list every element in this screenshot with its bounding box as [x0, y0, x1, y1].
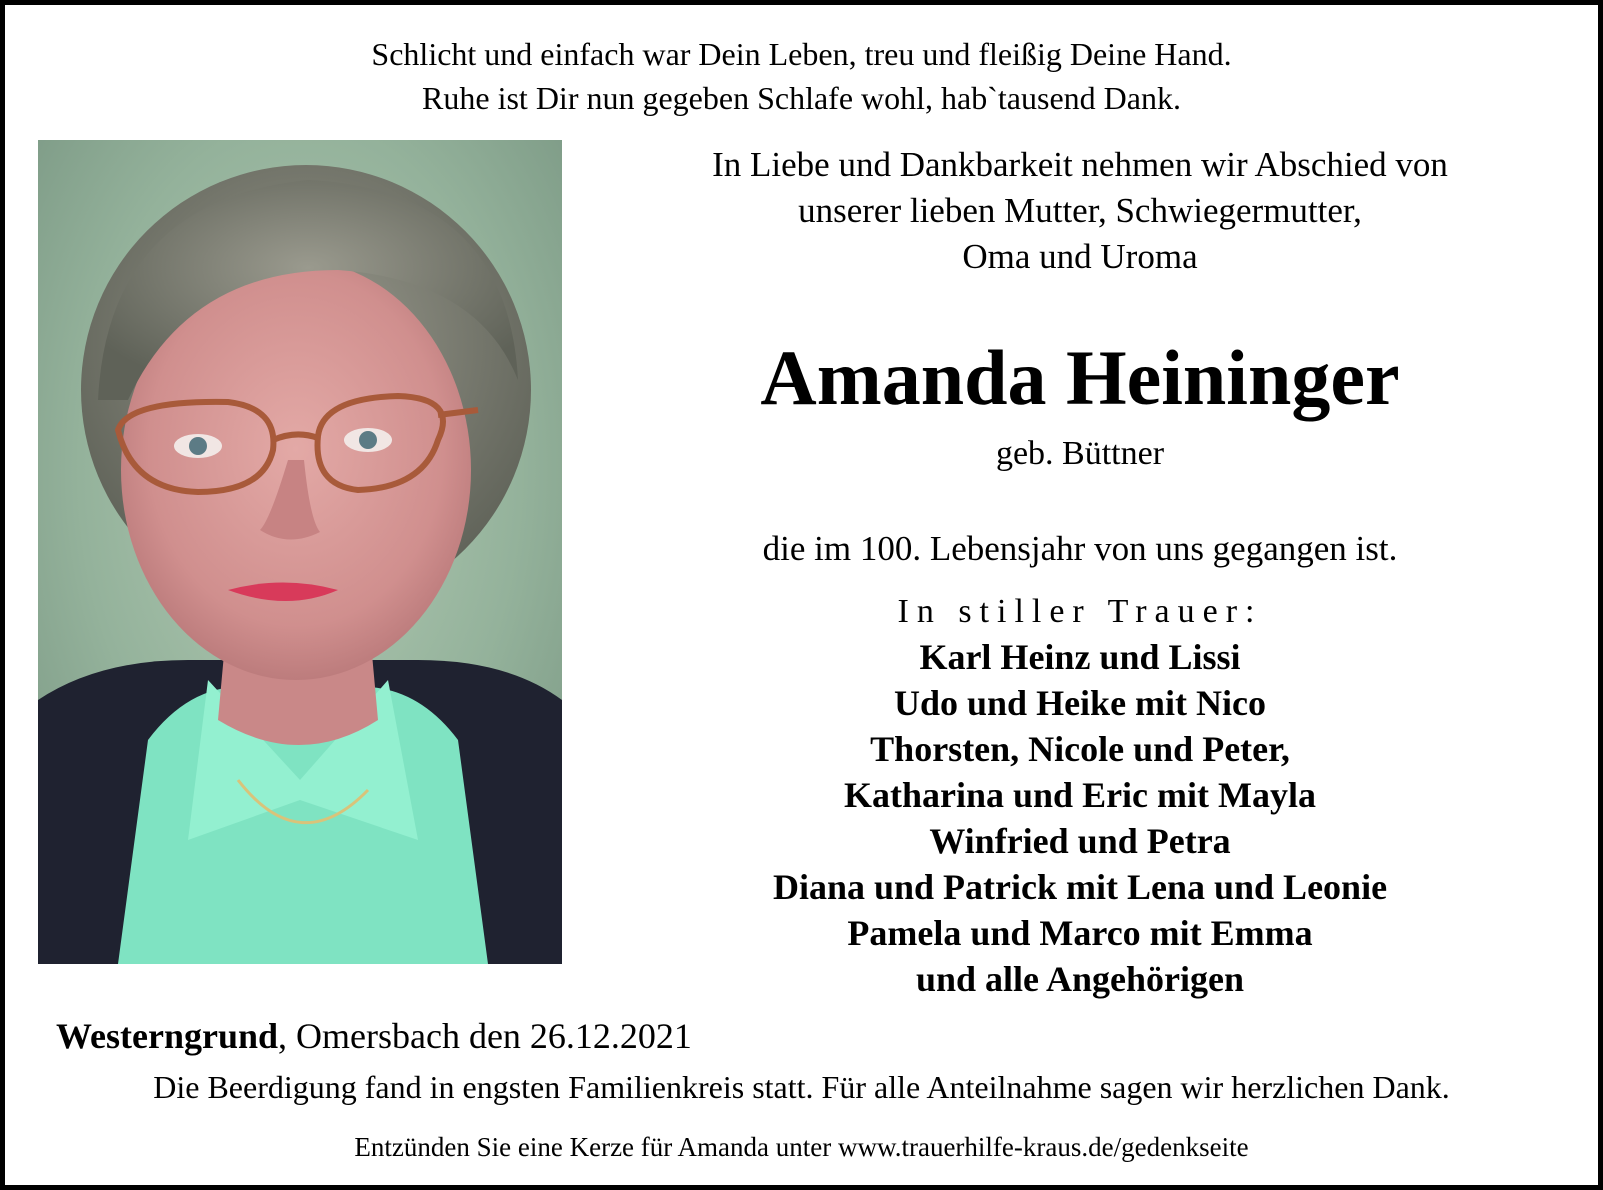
- motto-verse: [0, 32, 1603, 120]
- mourner-line: Diana und Patrick mit Lena und Leonie: [772, 867, 1388, 907]
- mourner-line: Udo und Heike mit Nico: [893, 683, 1267, 723]
- intro-line-2: unserer lieben Mutter, Schwiegermutter,: [798, 191, 1362, 230]
- mourner-line: Pamela und Marco mit Emma: [847, 913, 1313, 953]
- mourner-line: und alle Angehörigen: [915, 959, 1245, 999]
- portrait-photo: [38, 140, 562, 964]
- portrait-illustration: [38, 140, 562, 964]
- mourners-list: [600, 634, 1560, 1002]
- motto-line-2: Ruhe ist Dir nun gegeben Schlafe wohl, hab`tausend Dank.: [422, 80, 1181, 116]
- mourner-line: Winfried und Petra: [929, 821, 1231, 861]
- funeral-note: Die Beerdigung fand in engsten Familienkreis statt. Für alle Anteilnahme sagen wir herzlichen Dank.: [153, 1069, 1450, 1105]
- place-bold: Westerngrund: [56, 1016, 279, 1056]
- mourning-label: In stiller Trauer:: [897, 593, 1263, 630]
- intro-line-1: In Liebe und Dankbarkeit nehmen wir Abschied von: [712, 145, 1448, 184]
- mourner-line: Katharina und Eric mit Mayla: [843, 775, 1316, 815]
- place-date-line: [56, 1014, 692, 1058]
- deceased-name: Amanda Heininger: [760, 334, 1400, 421]
- candle-note: Entzünden Sie eine Kerze für Amanda unter www.trauerhilfe-kraus.de/gedenkseite: [354, 1132, 1249, 1162]
- intro-text: [600, 142, 1560, 280]
- intro-line-3: Oma und Uroma: [962, 237, 1198, 276]
- place-rest: , Omersbach den 26.12.2021: [278, 1016, 692, 1056]
- maiden-name: geb. Büttner: [995, 435, 1165, 472]
- mourner-line: Thorsten, Nicole und Peter,: [870, 729, 1290, 769]
- age-statement: die im 100. Lebensjahr von uns gegangen ist.: [762, 529, 1398, 568]
- motto-line-1: Schlicht und einfach war Dein Leben, treu und fleißig Deine Hand.: [371, 36, 1232, 72]
- mourner-line: Karl Heinz und Lissi: [919, 637, 1241, 677]
